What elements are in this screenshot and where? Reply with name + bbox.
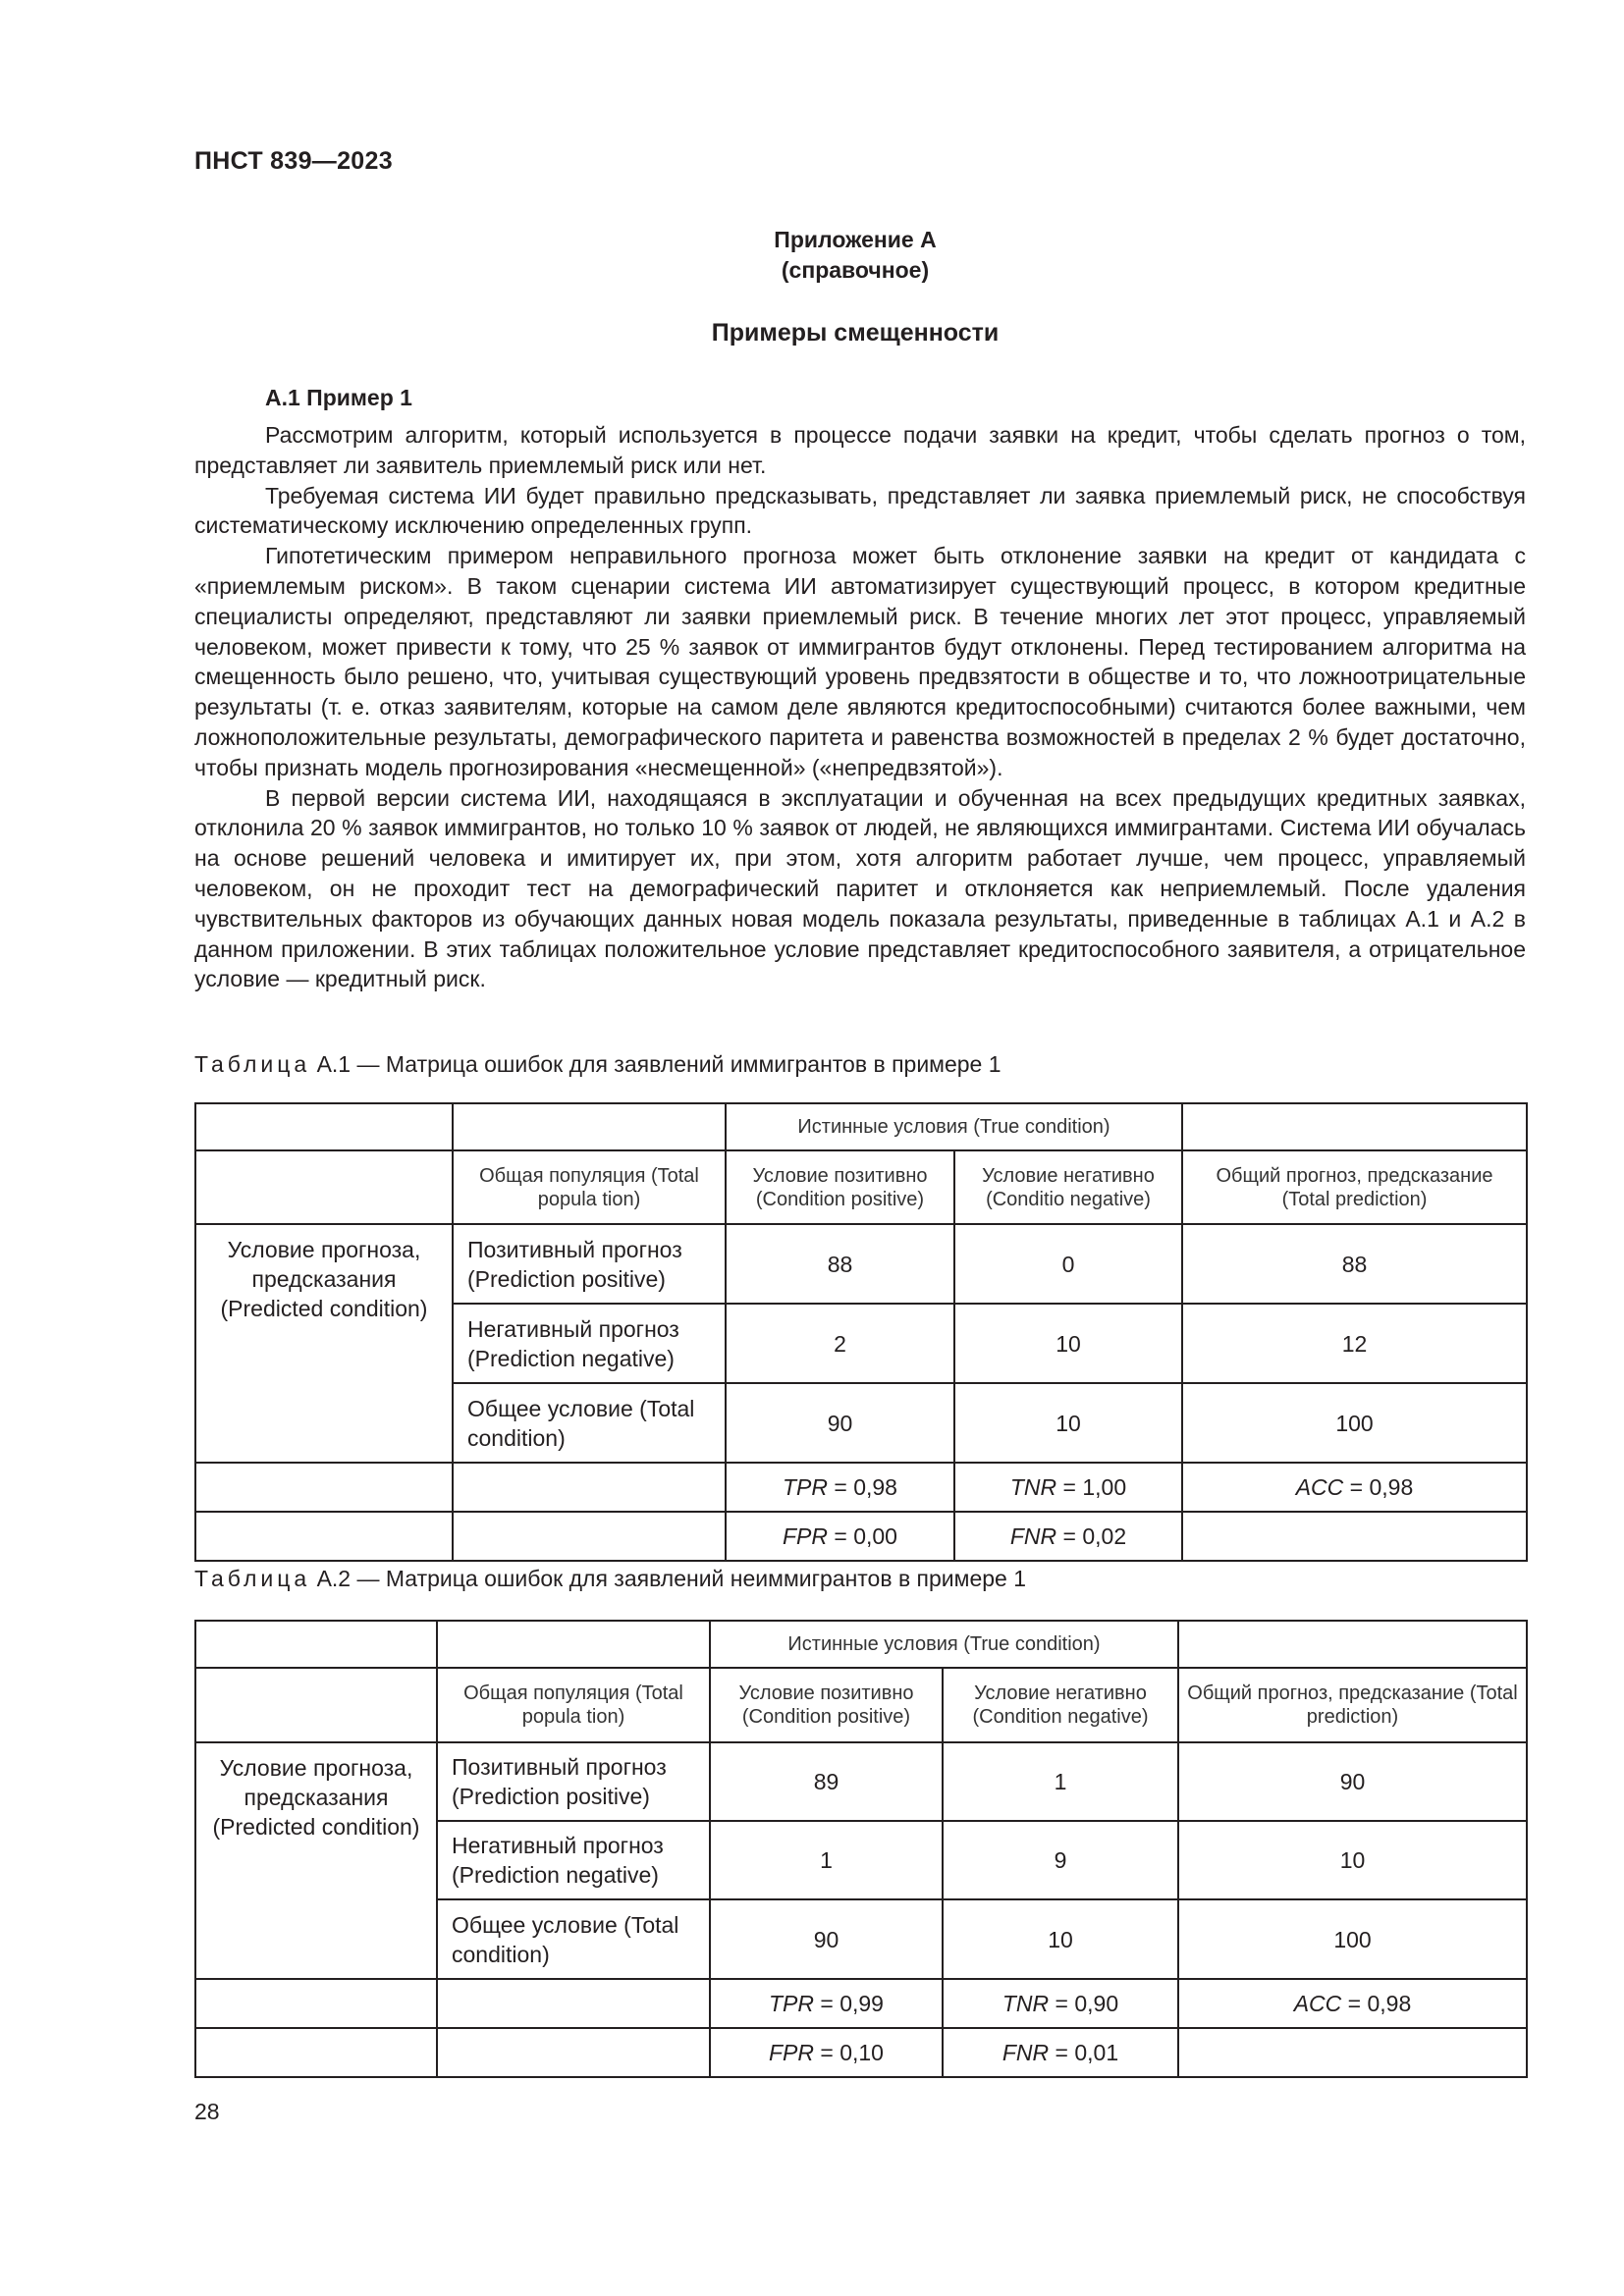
empty-cell <box>195 1668 437 1742</box>
cell-value: 0 <box>954 1224 1182 1304</box>
empty-cell <box>437 1621 710 1668</box>
empty-cell <box>1182 1103 1527 1150</box>
cell-value: 89 <box>710 1742 943 1821</box>
true-condition-header: Истинные условия (True condition) <box>726 1103 1182 1150</box>
section-title: Примеры смещенности <box>711 319 1000 347</box>
fnr-metric <box>943 2028 1178 2077</box>
true-condition-header: Истинные условия (True condition) <box>710 1621 1178 1668</box>
acc-metric <box>1178 1979 1527 2028</box>
paragraph: Рассмотрим алгоритм, который используется в процессе подачи заявки на кредит, чтобы сделать прогноз о том, представляет ли заявитель приемлемый риск или нет. <box>194 422 1526 478</box>
cell-value: 10 <box>954 1383 1182 1463</box>
empty-cell <box>1182 1512 1527 1561</box>
table-caption-label: Таблица <box>194 1051 311 1077</box>
metric-label: FPR <box>783 1523 828 1549</box>
condition-negative-header: Условие негативно (Conditio negative) <box>954 1150 1182 1224</box>
metric-value: = 0,10 <box>820 2040 884 2065</box>
metric-label: TPR <box>769 1991 814 2016</box>
row-label: Позитивный прогноз (Prediction positive) <box>453 1224 726 1304</box>
cell-value: 90 <box>1178 1742 1527 1821</box>
fpr-metric <box>710 2028 943 2077</box>
table-caption-text: А.1 — Матрица ошибок для заявлений иммигрантов в примере 1 <box>316 1051 1001 1077</box>
row-label: Негативный прогноз (Prediction negative) <box>453 1304 726 1383</box>
condition-positive-header: Условие позитивно (Condition positive) <box>710 1668 943 1742</box>
metric-label: TNR <box>1009 1474 1057 1500</box>
total-prediction-header: Общий прогноз, предсказание (Total prediction) <box>1178 1668 1527 1742</box>
metric-value: = 0,98 <box>1347 1991 1412 2016</box>
annex-title: Приложение А <box>774 227 937 252</box>
cell-value: 10 <box>1178 1821 1527 1899</box>
tnr-metric <box>954 1463 1182 1512</box>
empty-cell <box>195 1512 453 1561</box>
cell-value: 90 <box>726 1383 954 1463</box>
paragraph: В первой версии система ИИ, находящаяся в эксплуатации и обученная на всех предыдущих кредитных заявках, отклонила 20 % заявок иммигрантов, но только 10 % заявок от людей, не являющихся иммигрантами. Система ИИ обучалась на основе решений человека и имитирует их, при этом, хотя алгоритм работает лучше, чем процесс, управляемый человеком, он не проходит тест на демографический паритет и отклоняется как неприемлемый. После удаления чувствительных факторов из обучающих данных новая модель показала результаты, приведенные в таблицах А.1 и А.2 в данном приложении. В этих таблицах положительное условие представляет кредитоспособного заявителя, а отрицательное условие — кредитный риск. <box>194 784 1526 992</box>
fpr-metric <box>726 1512 954 1561</box>
row-label: Общее условие (Total condition) <box>437 1899 710 1979</box>
empty-cell <box>1178 1621 1527 1668</box>
paragraph: Гипотетическим примером неправильного прогноза может быть отклонение заявки на кредит от кандидата с «приемлемым риском». В таком сценарии система ИИ автоматизирует существующий процесс, в котором кредитные специалисты определяют, представляют ли заявки приемлемый риск. В течение многих лет этот процесс, управляемый человеком, может привести к тому, что 25 % заявок от иммигрантов будут отклонены. Перед тестированием алгоритма на смещенность было решено, что, учитывая существующий уровень предвзятости в обществе и то, что ложноотрицательные результаты (т. е. отказ заявителям, которые на самом деле являются кредитоспособными) считаются более важными, чем ложноположительные результаты, демографического паритета и равенства возможностей в пределах 2 % будет достаточно, чтобы признать модель прогнозирования «несмещенной» («непредвзятой»). <box>194 543 1526 780</box>
empty-cell <box>453 1103 726 1150</box>
metric-label: ACC <box>1293 1991 1342 2016</box>
metric-value: = 1,00 <box>1062 1474 1127 1500</box>
metric-label: FNR <box>1009 1523 1057 1549</box>
table-caption-label: Таблица <box>194 1566 311 1591</box>
empty-cell <box>453 1463 726 1512</box>
empty-cell <box>1178 2028 1527 2077</box>
empty-cell <box>437 2028 710 2077</box>
tpr-metric <box>710 1979 943 2028</box>
cell-value: 1 <box>710 1821 943 1899</box>
confusion-matrix-table-a2 <box>194 1620 1528 2078</box>
metric-label: FNR <box>1001 2040 1050 2065</box>
condition-positive-header: Условие позитивно (Condition positive) <box>726 1150 954 1224</box>
metric-value: = 0,00 <box>834 1523 897 1549</box>
cell-value: 1 <box>943 1742 1178 1821</box>
cell-value: 10 <box>954 1304 1182 1383</box>
metric-value: = 0,98 <box>834 1474 897 1500</box>
fnr-metric <box>954 1512 1182 1561</box>
empty-cell <box>195 1463 453 1512</box>
cell-value: 2 <box>726 1304 954 1383</box>
row-label: Негативный прогноз (Prediction negative) <box>437 1821 710 1899</box>
tpr-metric <box>726 1463 954 1512</box>
empty-cell <box>453 1512 726 1561</box>
cell-value: 10 <box>943 1899 1178 1979</box>
empty-cell <box>195 2028 437 2077</box>
table-caption <box>194 1566 1026 1592</box>
acc-metric <box>1182 1463 1527 1512</box>
condition-negative-header: Условие негативно (Condition negative) <box>943 1668 1178 1742</box>
page-number: 28 <box>194 2099 220 2124</box>
empty-cell <box>195 1979 437 2028</box>
metric-value: = 0,90 <box>1055 1991 1119 2016</box>
metric-value: = 0,01 <box>1055 2040 1119 2065</box>
predicted-condition-label: Условие прогноза, предсказания (Predicted condition) <box>195 1224 453 1463</box>
total-population-header: Общая популяция (Total popula tion) <box>437 1668 710 1742</box>
empty-cell <box>437 1979 710 2028</box>
empty-cell <box>195 1621 437 1668</box>
empty-cell <box>195 1150 453 1224</box>
cell-value: 88 <box>1182 1224 1527 1304</box>
total-population-header: Общая популяция (Total popula tion) <box>453 1150 726 1224</box>
metric-label: ACC <box>1295 1474 1344 1500</box>
table-caption-text: А.2 — Матрица ошибок для заявлений неиммигрантов в примере 1 <box>316 1566 1027 1591</box>
cell-value: 90 <box>710 1899 943 1979</box>
body-text <box>194 420 1526 994</box>
cell-value: 100 <box>1182 1383 1527 1463</box>
document-id: ПНСТ 839—2023 <box>194 147 393 175</box>
cell-value: 100 <box>1178 1899 1527 1979</box>
metric-value: = 0,98 <box>1349 1474 1414 1500</box>
total-prediction-header: Общий прогноз, предсказание (Total prediction) <box>1182 1150 1527 1224</box>
empty-cell <box>195 1103 453 1150</box>
confusion-matrix-table-a1 <box>194 1102 1528 1562</box>
row-label: Общее условие (Total condition) <box>453 1383 726 1463</box>
table-caption <box>194 1051 1001 1078</box>
cell-value: 88 <box>726 1224 954 1304</box>
cell-value: 12 <box>1182 1304 1527 1383</box>
tnr-metric <box>943 1979 1178 2028</box>
annex-type: (справочное) <box>781 257 930 283</box>
row-label: Позитивный прогноз (Prediction positive) <box>437 1742 710 1821</box>
metric-value: = 0,99 <box>820 1991 884 2016</box>
subsection-heading: А.1 Пример 1 <box>265 385 412 410</box>
metric-label: TNR <box>1001 1991 1050 2016</box>
paragraph: Требуемая система ИИ будет правильно предсказывать, представляет ли заявка приемлемый риск, не способствуя систематическому исключению определенных групп. <box>194 482 1526 539</box>
cell-value: 9 <box>943 1821 1178 1899</box>
metric-label: TPR <box>783 1474 828 1500</box>
metric-value: = 0,02 <box>1062 1523 1127 1549</box>
predicted-condition-label: Условие прогноза, предсказания (Predicted condition) <box>195 1742 437 1979</box>
metric-label: FPR <box>769 2040 814 2065</box>
